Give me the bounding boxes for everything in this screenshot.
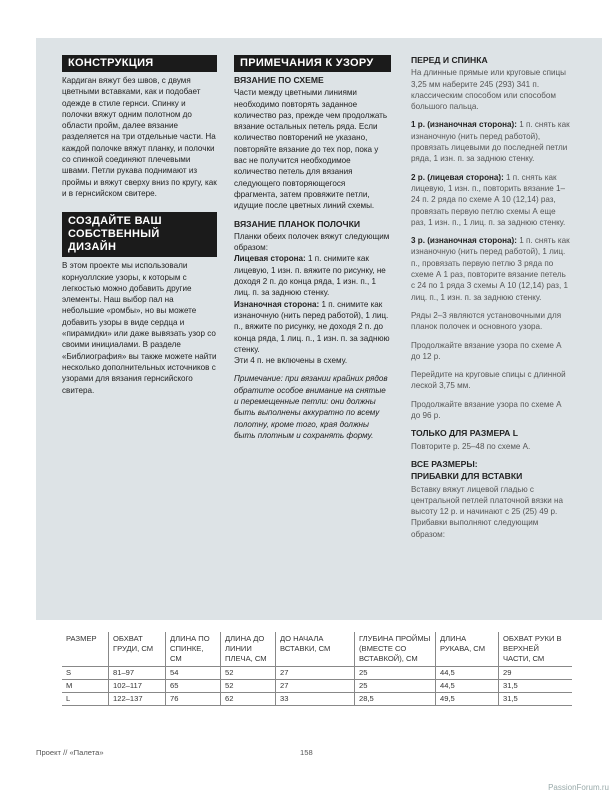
table-header: ДЛИНА ПО СПИНКЕ, СМ — [166, 632, 221, 667]
rows-setup-text: Ряды 2–3 являются установочными для планок полочек и основного узора. — [411, 310, 562, 332]
construction-heading: КОНСТРУКЦИЯ — [62, 55, 217, 72]
remark — [234, 373, 391, 441]
front-back-heading: ПЕРЕД И СПИНКА — [411, 55, 488, 65]
row-1-label: 1 р. (изнаночная сторона): — [411, 120, 517, 130]
row-2-label: 2 р. (лицевая сторона): — [411, 172, 504, 182]
table-cell: 28,5 — [355, 693, 436, 706]
column-construction — [62, 55, 217, 403]
table-header: ГЛУБИНА ПРОЙМЫ (ВМЕСТЕ СО ВСТАВКОЙ), СМ — [355, 632, 436, 667]
size-l-text: Повторите р. 25–48 по схеме А. — [411, 441, 531, 451]
table-cell: 25 — [355, 680, 436, 693]
remark-label: Примечание: — [234, 374, 283, 384]
table-header: ДО НАЧАЛА ВСТАВКИ, СМ — [276, 632, 355, 667]
table-cell: 76 — [166, 693, 221, 706]
table-header: ОБХВАТ ГРУДИ, СМ — [109, 632, 166, 667]
size-l-heading: ТОЛЬКО ДЛЯ РАЗМЕРА L — [411, 428, 519, 439]
table-cell: 52 — [221, 680, 276, 693]
table-row — [62, 680, 572, 693]
table-cell: 31,5 — [499, 680, 573, 693]
row-1 — [411, 119, 571, 164]
row-3-text: 1 п. снять как изнаночную (нить перед работой), 1 лиц. п., провязать первую петлю 3 ряда по схеме А 1 раз, повторите вязание петель с 24 по 1 ряда 3 схемы А 10 (12,14) раз, 1 лиц. п., 1 изн. п. за заднюю стенку. — [411, 236, 570, 302]
band-right-side — [234, 253, 391, 298]
all-sizes-heading: ВСЕ РАЗМЕРЫ: — [411, 458, 478, 469]
row-1-text: 1 п. снять как изнаночную (нить перед работой), провязать лицевыми до последней петли ряда, 1 изн. п. за заднюю стенку. — [411, 120, 570, 164]
page-number: 158 — [300, 748, 313, 757]
table-header: ДЛИНА РУКАВА, СМ — [436, 632, 499, 667]
table-cell: 52 — [221, 667, 276, 680]
table-cell: 44,5 — [436, 680, 499, 693]
size-table — [62, 632, 572, 706]
continue-text-2: Продолжайте вязание узора по схеме А до 96 р. — [411, 399, 562, 421]
front-back-text: На длинные прямые или круговые спицы 3,25 мм наберите 245 (293) 341 п. классическим способом или способом большого пальца. — [411, 68, 566, 112]
table-header: ДЛИНА ДО ЛИНИИ ПЛЕЧА, СМ — [221, 632, 276, 667]
construction-text: Кардиган вяжут без швов, с двумя цветными вставками, как и подобает одежде в стиле гернси. Спинку и полочки вяжут одним полотном до области пройм, далее вязание разделяется на три отдельные части. На каждой полочке вяжут планку, и полочки со спинкой соединяют плечевыми швами. Петли рукава поднимают из проймы и вяжут сверху вниз по кругу, как и в гернсийском свитере. — [62, 76, 217, 198]
table-header-row — [62, 632, 572, 667]
table-cell: 49,5 — [436, 693, 499, 706]
table-cell: 31,5 — [499, 693, 573, 706]
table-cell: 65 — [166, 680, 221, 693]
design-heading-line-2: СОБСТВЕННЫЙ ДИЗАЙН — [68, 228, 160, 254]
switch-needles-text: Перейдите на круговые спицы с длинной леской 3,75 мм. — [411, 370, 566, 391]
remark-text: при вязании крайних рядов обратите особое внимание на снятые и перемещенные петли: они должны быть выполнены аккуратно по всему полотну, кроме того, края должны быть плотным и сохранять форму. — [234, 374, 388, 440]
table-cell: 54 — [166, 667, 221, 680]
band-ws-text: 1 п. снимите как изнаночную (нить перед работой), 1 лиц. п., вяжите по рисунку, не доходя 2 п. до конца ряда, 1 лиц. п., 1 изн. п. за заднюю стенку. — [234, 299, 390, 354]
band-subheading: ВЯЗАНИЕ ПЛАНОК ПОЛОЧКИ — [234, 218, 361, 229]
design-heading-line-1: СОЗДАЙТЕ ВАШ — [68, 215, 162, 228]
design-heading — [62, 212, 217, 257]
band-wrong-side — [234, 299, 391, 355]
footer-project: Проект // «Палета» — [36, 748, 104, 757]
band-rs-label: Лицевая сторона: — [234, 254, 306, 264]
band-intro: Планки обеих полочек вяжут следующим образом: — [234, 231, 390, 253]
inserts-heading: ПРИБАВКИ ДЛЯ ВСТАВКИ — [411, 471, 523, 482]
table-cell: S — [62, 667, 109, 680]
table-header: ОБХВАТ РУКИ В ВЕРХНЕЙ ЧАСТИ, СМ — [499, 632, 573, 667]
row-2 — [411, 172, 571, 228]
column-pattern-notes — [234, 55, 391, 448]
chart-text: Части между цветными линиями необходимо повторять заданное количество раз, прежде чем продолжать вязание остальных петель ряда. Если количество повторений не указано, повторяйте вязание до тех пор, пока у вас не получится необходимое количество петель для вязания следующего повторяющегося фрагмента, затем провяжите петли, идущие после цветных линий схемы. — [234, 88, 388, 211]
table-cell: 102–117 — [109, 680, 166, 693]
table-row — [62, 693, 572, 706]
band-rs-text: 1 п. снимите как лицевую, 1 изн. п. вяжите по рисунку, не доходя 2 п. до конца ряда, 1 изн. п., 1 лиц. п. за заднюю стенку. — [234, 254, 386, 298]
column-front-back — [411, 55, 571, 547]
band-ws-label: Изнаночная сторона: — [234, 299, 320, 309]
table-cell: 33 — [276, 693, 355, 706]
table-cell: 25 — [355, 667, 436, 680]
table-cell: 81–97 — [109, 667, 166, 680]
table-cell: 29 — [499, 667, 573, 680]
table-cell: M — [62, 680, 109, 693]
table-row — [62, 667, 572, 680]
table-cell: 27 — [276, 680, 355, 693]
continue-text-1: Продолжайте вязание узора по схеме А до 12 р. — [411, 340, 562, 361]
table-cell: L — [62, 693, 109, 706]
design-text: В этом проекте мы использовали корнуоллские узоры, к которым с легкостью можно добавить другие элементы. Наш выбор пал на небольшие «ромбы», но вы можете добавить узоры в виде сердца и «пирамидки» или даже вывязать узор со своими инициалами. В разделе «Библиография» вы также можете найти несколько дополнительных источников с узорами для вязания гернсийского свитера. — [62, 261, 217, 395]
table-header: РАЗМЕР — [62, 632, 109, 667]
chart-subheading: ВЯЗАНИЕ ПО СХЕМЕ — [234, 75, 324, 85]
row-3-label: 3 р. (изнаночная сторона): — [411, 236, 517, 246]
inserts-text: Вставку вяжут лицевой гладью с центральной петлей платочной вязки на высоту 12 р. и начинают с 25 (25) 49 р. Прибавки выполняют следующим образом: — [411, 484, 563, 539]
table-cell: 122–137 — [109, 693, 166, 706]
watermark: PassionForum.ru — [548, 783, 609, 792]
table-cell: 62 — [221, 693, 276, 706]
notes-heading: ПРИМЕЧАНИЯ К УЗОРУ — [234, 55, 391, 72]
row-2-text: 1 п. снять как лицевую, 1 изн. п., повторить вязание 1–24 п. 2 ряда по схеме А 10 (12,14) раз, провязать первую петлю схемы А еще раз, 1 изн. п., 1 лиц. п. за заднюю стенку. — [411, 172, 566, 227]
table-cell: 27 — [276, 667, 355, 680]
row-3 — [411, 235, 571, 303]
band-note: Эти 4 п. не включены в схему. — [234, 356, 348, 366]
table-cell: 44,5 — [436, 667, 499, 680]
